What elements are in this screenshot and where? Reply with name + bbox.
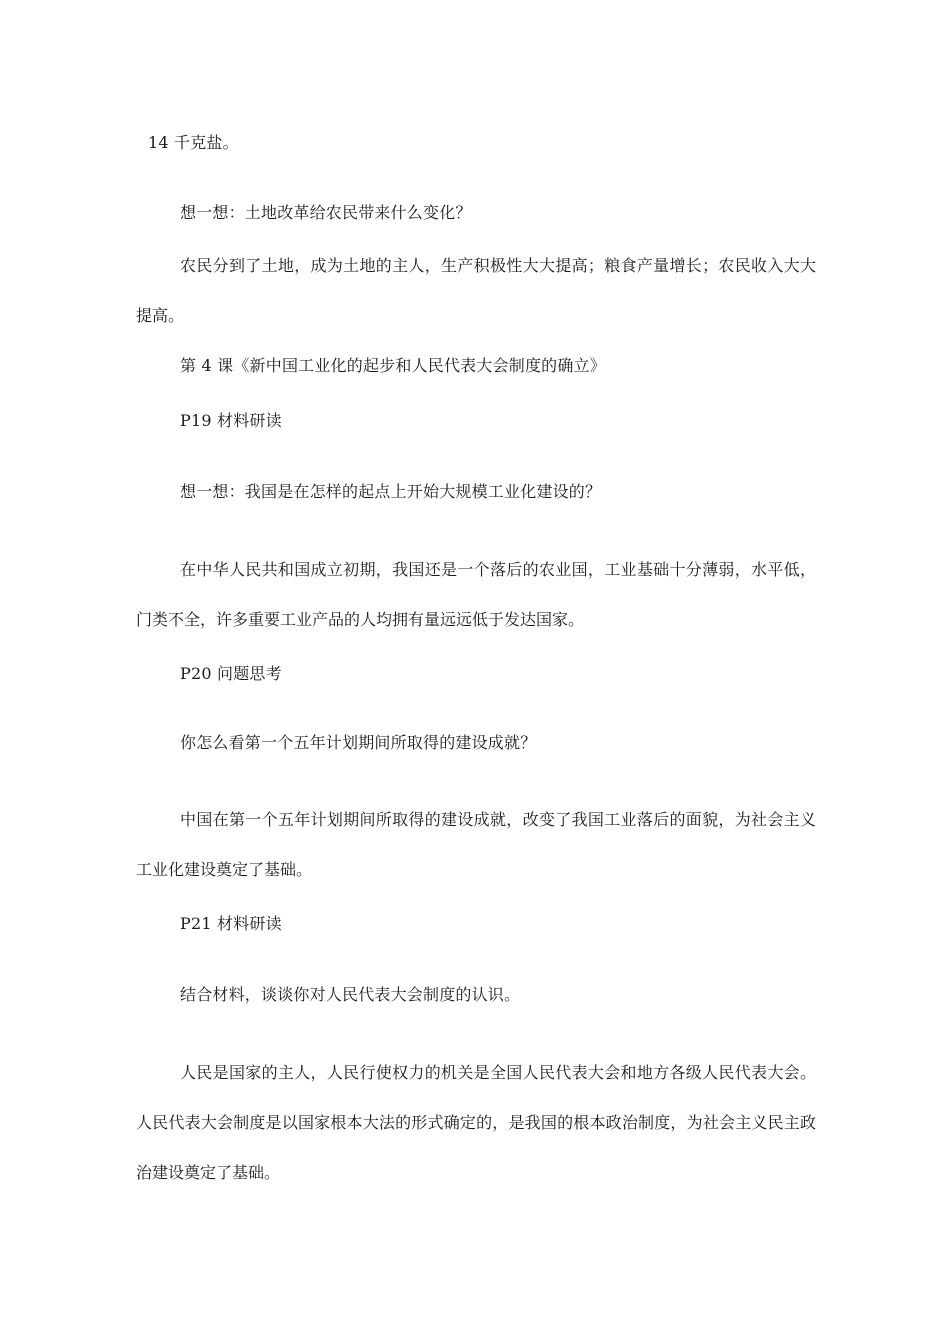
answer-industrialization-start: 在中华人民共和国成立初期，我国还是一个落后的农业国，工业基础十分薄弱，水平低，门类不全，许多重要工业产品的人均拥有量远远低于发达国家。 — [136, 560, 816, 629]
answer-land-reform: 农民分到了土地，成为土地的主人，生产积极性大大提高；粮食产量增长；农民收入大大提高。 — [136, 256, 816, 325]
paragraph-salt: 14 千克盐。 — [148, 133, 239, 152]
answer-npc-system: 人民是国家的主人，人民行使权力的机关是全国人民代表大会和地方各级人民代表大会。人民代表大会制度是以国家根本大法的形式确定的，是我国的根本政治制度，为社会主义民主政治建设奠定了基础。 — [136, 1063, 816, 1182]
lesson-title: 第 4 课《新中国工业化的起步和人民代表大会制度的确立》 — [180, 356, 606, 375]
question-land-reform: 想一想：土地改革给农民带来什么变化？ — [180, 203, 472, 222]
question-industrialization-start: 想一想：我国是在怎样的起点上开始大规模工业化建设的？ — [180, 482, 602, 501]
section-heading-p20: P20 问题思考 — [180, 664, 282, 683]
question-npc-system: 结合材料，谈谈你对人民代表大会制度的认识。 — [180, 985, 521, 1004]
section-heading-p21: P21 材料研读 — [180, 914, 282, 933]
section-heading-p19: P19 材料研读 — [180, 411, 282, 430]
question-five-year-plan: 你怎么看第一个五年计划期间所取得的建设成就？ — [180, 733, 537, 752]
answer-five-year-plan: 中国在第一个五年计划期间所取得的建设成就，改变了我国工业落后的面貌，为社会主义工业化建设奠定了基础。 — [136, 810, 816, 879]
